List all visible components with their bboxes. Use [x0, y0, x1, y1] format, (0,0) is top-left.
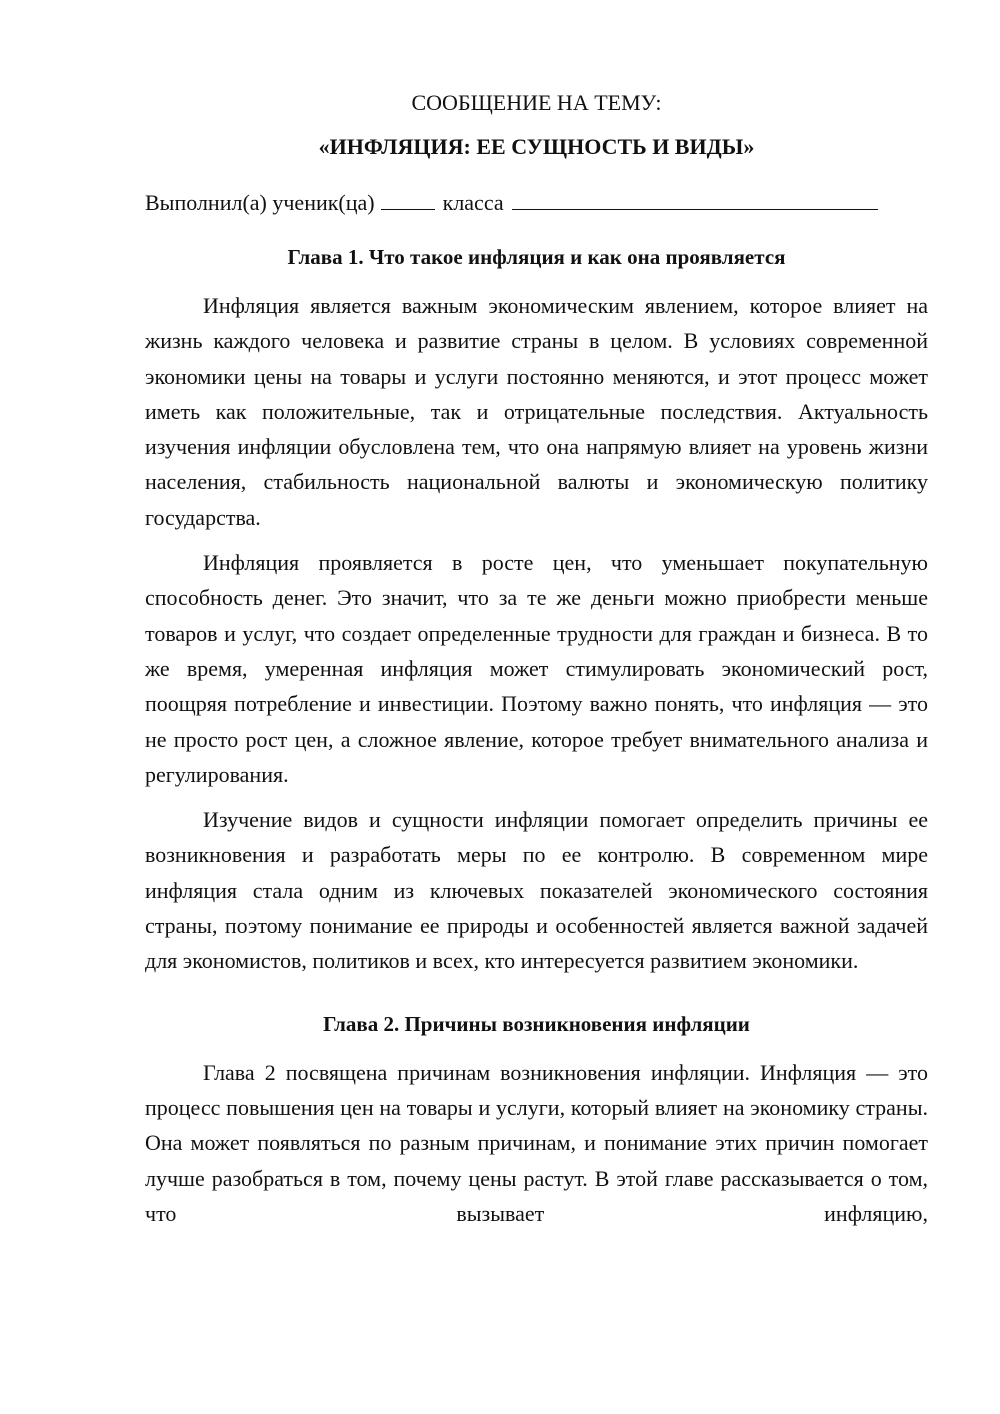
chapter-2-heading: Глава 2. Причины возникновения инфляции: [323, 1011, 750, 1036]
document-page: [145, 88, 928, 1241]
chapter-2-paragraph: Глава 2 посвящена причинам возникновения инфляции. Инфляция — это процесс повышения цен на товары и услуги, который влияет на экономику страны. Она может появляться по разным причинам, и понимание этих причин помогает лучше разобраться в том, почему цены растут. В этой главе рассказывается о том, что вызывает инфляцию,: [145, 1059, 928, 1226]
document-title-line-2: «ИНФЛЯЦИЯ: ЕЕ СУЩНОСТЬ И ВИДЫ»: [318, 134, 755, 159]
chapter-1-heading: Глава 1. Что такое инфляция и как она проявляется: [287, 245, 786, 269]
class-number-blank: [381, 191, 435, 210]
author-line: [145, 188, 928, 218]
author-prefix: Выполнил(а) ученик(ца): [145, 190, 375, 215]
author-class-label: класса: [442, 190, 504, 215]
author-name-blank: [512, 191, 878, 210]
document-title-line-1: СООБЩЕНИЕ НА ТЕМУ:: [411, 90, 662, 115]
chapter-1-paragraph: Изучение видов и сущности инфляции помогает определить причины ее возникновения и разработать меры по ее контролю. В современном мире инфляция стала одним из ключевых показателей экономического состояния страны, поэтому понимание ее природы и особенностей является важной задачей для экономистов, политиков и всех, кто интересуется развитием экономики.: [145, 807, 928, 974]
chapter-1-paragraph: Инфляция является важным экономическим явлением, которое влияет на жизнь каждого человека и развитие страны в целом. В условиях современной экономики цены на товары и услуги постоянно меняются, и этот процесс может иметь как положительные, так и отрицательные последствия. Актуальность изучения инфляции обусловлена тем, что она напрямую влияет на уровень жизни населения, стабильность национальной валюты и экономическую политику государства.: [145, 293, 928, 530]
chapter-1-paragraph: Инфляция проявляется в росте цен, что уменьшает покупательную способность денег. Это значит, что за те же деньги можно приобрести меньше товаров и услуг, что создает определенные трудности для граждан и бизнеса. В то же время, умеренная инфляция может стимулировать экономический рост, поощряя потребление и инвестиции. Поэтому важно понять, что инфляция — это не просто рост цен, а сложное явление, которое требует внимательного анализа и регулирования.: [145, 550, 928, 787]
